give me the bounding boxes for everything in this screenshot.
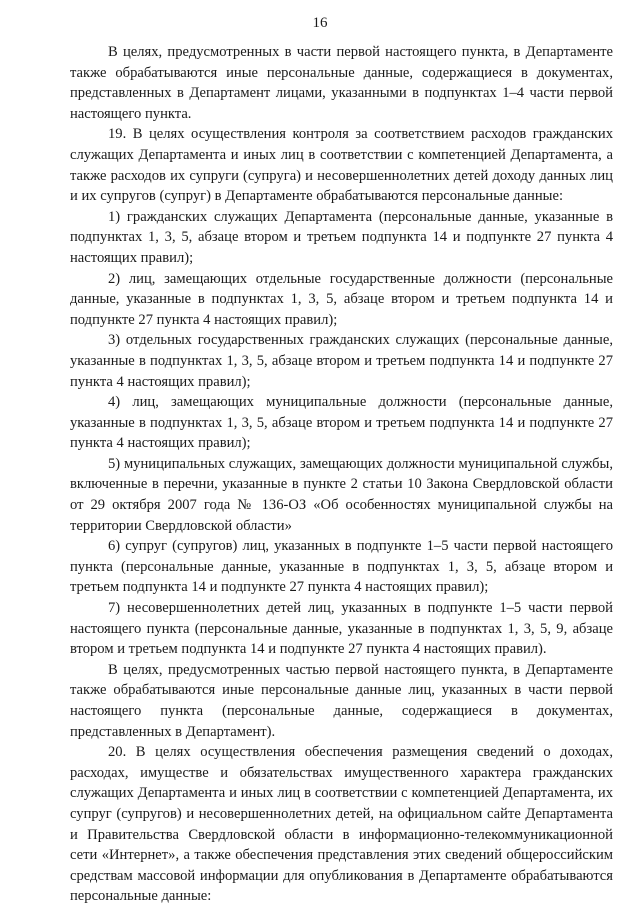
list-item-2: 2) лиц, замещающих отдельные государственные должности (персональные данные, указанные в подпунктах 1, 3, 5, абзаце втором и третьем подпункта 14 и подпункте 27 пункта 4 настоящих правил); (70, 270, 613, 328)
paragraph-19: 19. В целях осуществления контроля за соответствием расходов гражданских служащих Департамента и иных лиц в соответствии с компетенцией Департамента, а также расходов их супруги (супруга) и несовершеннолетних детей доходу данных лиц и их супругов (супруг) в Департаменте обрабатываются персональные данные: (70, 126, 613, 205)
document-body (70, 42, 613, 907)
list-item-3: 3) отдельных государственных гражданских служащих (персональные данные, указанные в подпунктах 1, 3, 5, абзаце втором и третьем подпункта 14 и подпункте 27 пункта 4 настоящих правил); (70, 332, 613, 390)
page-number: 16 (312, 15, 328, 31)
paragraph-purpose-other-data: В целях, предусмотренных в части первой настоящего пункта, в Департаменте также обрабатываются иные персональные данные, содержащиеся в документах, представленных в Департамент лицами, указанными в подпунктах 1–4 части первой настоящего пункта. (70, 44, 613, 122)
paragraph-purpose-other-data-2: В целях, предусмотренных частью первой настоящего пункта, в Департаменте также обрабатываются иные персональные данные лиц, указанных в части первой настоящего пункта (персональные данные, содержащиеся в документах, представленных в Департамент). (70, 661, 613, 740)
list-item-1: 1) гражданских служащих Департамента (персональные данные, указанные в подпунктах 1, 3, 5, абзаце втором и третьем подпункта 14 и подпункте 27 пункта 4 настоящих правил); (70, 208, 613, 266)
list-item-5: 5) муниципальных служащих, замещающих должности муниципальной службы, включенные в перечни, указанные в пункте 2 статьи 10 Закона Свердловской области от 29 октября 2007 года № 136-ОЗ «Об особенностях муниципальной службы на территории Свердловской области» (70, 455, 613, 534)
list-item-7: 7) несовершеннолетних детей лиц, указанных в подпункте 1–5 части первой настоящего пункта (персональные данные, указанные в подпунктах 1, 3, 5, 9, абзаце втором и третьем подпункта 14 и подпункте 27 пункта 4 настоящих правил). (70, 600, 613, 658)
paragraph-20: 20. В целях осуществления обеспечения размещения сведений о доходах, расходах, имуществе и обязательствах имущественного характера гражданских служащих Департамента и иных лиц в соответствии с компетенцией Департамента, их супруг (супругов) и несовершеннолетних детей, на официальном сайте Департамента и Правительства Свердловской области в информационно-телекоммуникационной сети «Интернет», а также обеспечения представления этих сведений общероссийским средствам массовой информации для опубликования в Департаменте обрабатываются персональные данные: (70, 744, 613, 905)
list-item-6: 6) супруг (супругов) лиц, указанных в подпункте 1–5 части первой настоящего пункта (персональные данные, указанные в подпунктах 1, 3, 5, абзаце втором и третьем подпункта 14 и подпункте 27 пункта 4 настоящих правил); (70, 538, 613, 596)
list-item-4: 4) лиц, замещающих муниципальные должности (персональные данные, указанные в подпунктах 1, 3, 5, абзаце втором и третьем подпункта 14 и подпункте 27 пункта 4 настоящих правил); (70, 394, 613, 452)
